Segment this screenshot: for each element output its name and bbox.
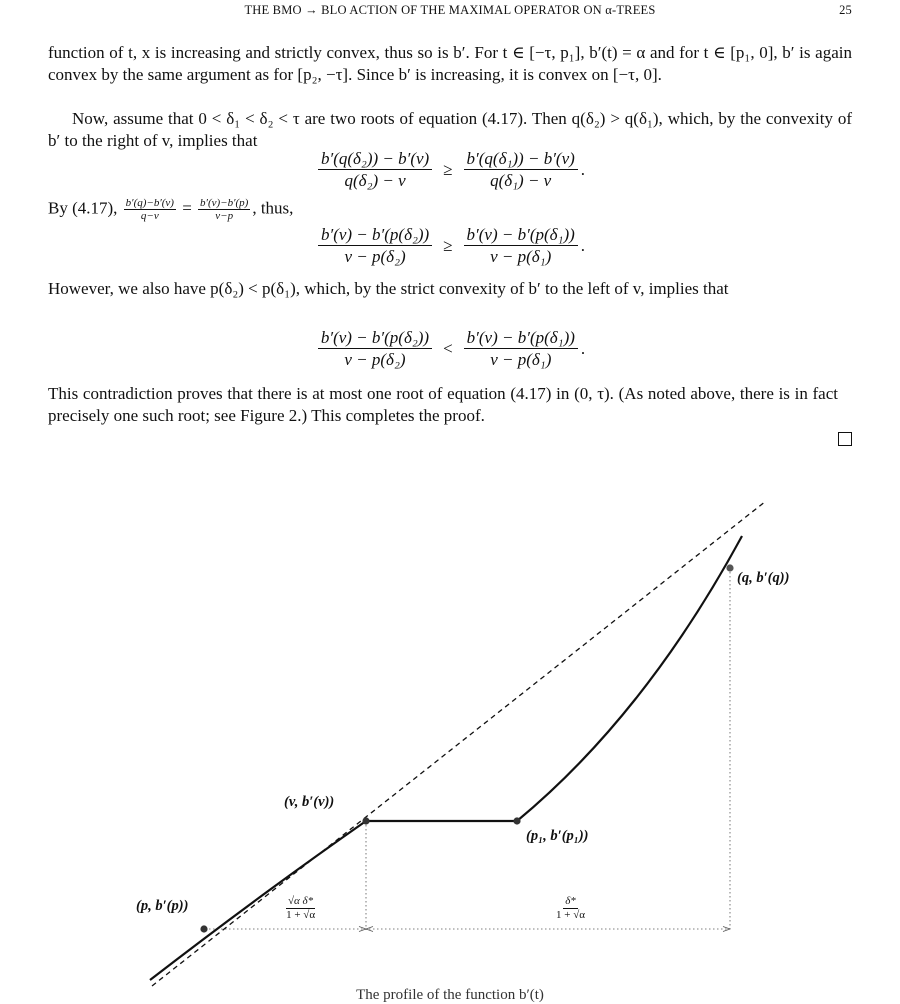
by-line-prefix: By (4.17), xyxy=(48,198,118,218)
eq1-lhs xyxy=(318,148,432,191)
eq2-relation: ≥ xyxy=(443,235,453,255)
profile-right-branch xyxy=(517,536,742,821)
label-v: (v, b′(v)) xyxy=(284,794,335,810)
by-line-frac-2-den: v−p xyxy=(215,210,234,222)
running-title: THE BMO → BLO ACTION OF THE MAXIMAL OPERATOR ON α-TREES xyxy=(244,3,656,17)
by-line-suffix: , thus, xyxy=(252,198,294,218)
equation-1 xyxy=(0,148,900,191)
eq3-lhs-denominator: v − p(δ₂) xyxy=(344,350,406,369)
dimension-left-num: √α δ* xyxy=(288,895,314,907)
eq2-rhs-numerator: b′(v) − b′(p(δ₁)) xyxy=(464,224,578,246)
eq3-period: . xyxy=(580,338,586,358)
by-line-frac-2 xyxy=(198,197,250,222)
point-p xyxy=(200,925,207,932)
eq1-period: . xyxy=(580,159,586,179)
point-v xyxy=(362,817,369,824)
eq1-lhs-numerator: b′(q(δ₂)) − b′(v) xyxy=(318,148,432,170)
figure-2 xyxy=(0,490,900,1001)
dimension-right-den: 1 + √α xyxy=(556,909,586,921)
equation-3 xyxy=(0,327,900,370)
point-p1 xyxy=(513,817,520,824)
eq3-rhs xyxy=(464,327,578,370)
dimension-left-den: 1 + √α xyxy=(286,909,316,921)
eq1-rhs xyxy=(464,148,578,191)
eq2-lhs-denominator: v − p(δ₂) xyxy=(344,247,406,266)
eq3-lhs-numerator: b′(v) − b′(p(δ₂)) xyxy=(318,327,432,349)
paragraph-4: This contradiction proves that there is at most one root of equation (4.17) in (0, τ). (As noted above, there is in fact precisely one such root; see Figure 2.) This completes the proof. xyxy=(48,384,838,425)
by-line-equals: = xyxy=(182,198,192,218)
label-q: (q, b′(q)) xyxy=(737,570,790,586)
page-number: 25 xyxy=(839,3,852,17)
eq1-lhs-denominator: q(δ₂) − v xyxy=(344,171,406,190)
eq3-lhs xyxy=(318,327,432,370)
dimension-left-label xyxy=(286,895,315,922)
paragraph-1: function of t, x is increasing and strictly convex, thus so is b′. For t ∈ [−τ, p₁], b′(t) = α and for t ∈ [p₁, 0], b′ is again convex by the same argument as for [p₂, −τ]. Since b′ is increasing, it is convex on [−τ, 0]. xyxy=(48,43,852,84)
dimension-right-num: δ* xyxy=(565,895,576,907)
label-p: (p, b′(p)) xyxy=(136,898,189,914)
eq1-relation: ≥ xyxy=(443,159,453,179)
eq2-lhs-numerator: b′(v) − b′(p(δ₂)) xyxy=(318,224,432,246)
by-line xyxy=(48,197,852,222)
eq2-rhs-denominator: v − p(δ₁) xyxy=(490,247,552,266)
eq1-rhs-denominator: q(δ₁) − v xyxy=(490,171,552,190)
eq2-period: . xyxy=(580,235,586,255)
running-header xyxy=(48,3,852,23)
eq2-lhs xyxy=(318,224,432,267)
by-line-frac-1 xyxy=(124,197,176,222)
qed-symbol xyxy=(838,432,852,446)
by-line-frac-2-num: b′(v)−b′(p) xyxy=(200,197,249,209)
point-q xyxy=(726,564,733,571)
eq3-rhs-denominator: v − p(δ₁) xyxy=(490,350,552,369)
dimension-right-label xyxy=(556,895,585,922)
eq3-relation: < xyxy=(443,338,453,358)
by-line-frac-1-den: q−v xyxy=(140,210,159,222)
by-line-frac-1-num: b′(q)−b′(v) xyxy=(125,197,174,209)
eq1-rhs-numerator: b′(q(δ₁)) − b′(v) xyxy=(464,148,578,170)
paragraph-2: Now, assume that 0 < δ₁ < δ₂ < τ are two roots of equation (4.17). Then q(δ₂) > q(δ₁), which, by the convexity of b′ to the right of v, implies that xyxy=(48,109,852,150)
equation-2 xyxy=(0,224,900,267)
eq3-rhs-numerator: b′(v) − b′(p(δ₁)) xyxy=(464,327,578,349)
tangent-line xyxy=(152,501,766,986)
paragraph-3: However, we also have p(δ₂) < p(δ₁), which, by the strict convexity of b′ to the left of v, implies that xyxy=(48,279,729,298)
figure-2-diagram xyxy=(0,490,900,1001)
figure-caption: The profile of the function b′(t) xyxy=(356,987,544,1003)
eq2-rhs xyxy=(464,224,578,267)
label-p1: (p₁, b′(p₁)) xyxy=(526,828,589,844)
